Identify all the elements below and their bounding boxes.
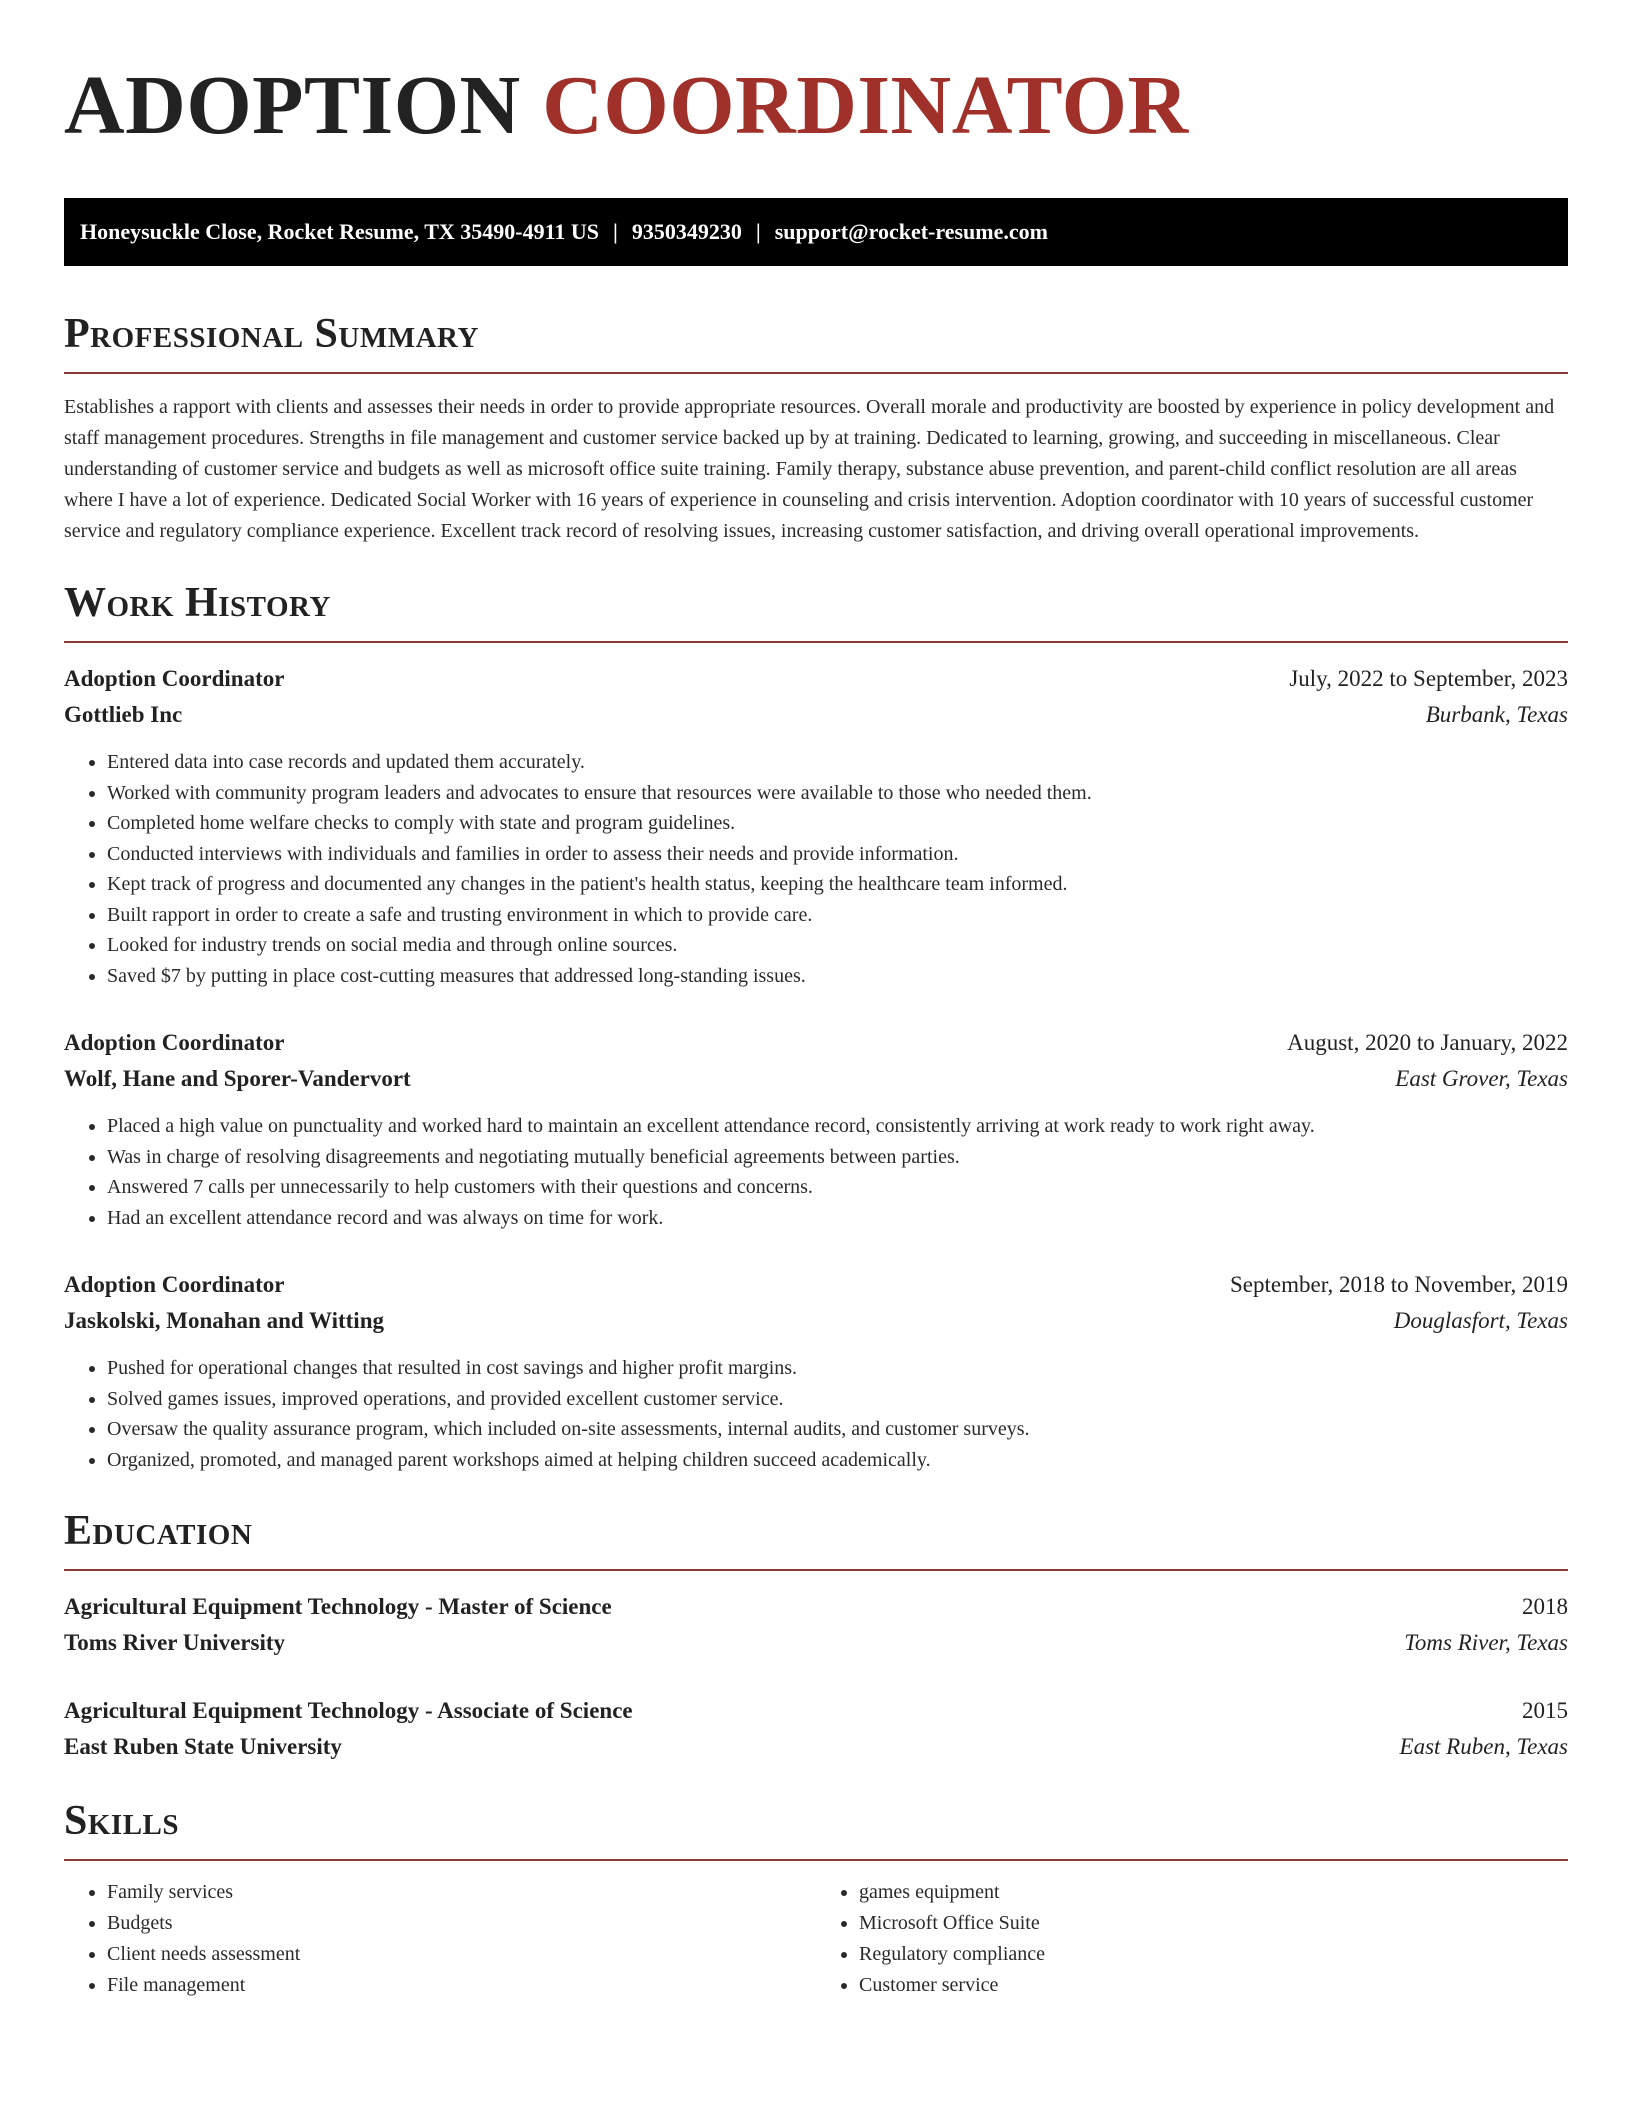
skill-item: • Microsoft Office Suite <box>859 1908 1568 1939</box>
job-bullet: • Solved games issues, improved operations, and provided excellent customer service. <box>107 1384 1568 1415</box>
job-title: Adoption Coordinator <box>64 666 285 691</box>
job-title: Adoption Coordinator <box>64 1272 285 1297</box>
job-bullets <box>64 1111 1568 1233</box>
skill-item: • File management <box>107 1970 816 2001</box>
education-year: 2015 <box>1522 1698 1568 1723</box>
education-section <box>64 1505 1568 1765</box>
work-history-section <box>64 577 1568 1475</box>
education-school-row <box>64 1729 1568 1765</box>
skill-item: • games equipment <box>859 1877 1568 1908</box>
education-school: East Ruben State University <box>64 1734 342 1759</box>
job-bullet: • Completed home welfare checks to comply with state and program guidelines. <box>107 808 1568 839</box>
job-bullet: • Looked for industry trends on social media and through online sources. <box>107 930 1568 961</box>
contact-separator: | <box>755 219 761 244</box>
job-bullet: • Answered 7 calls per unnecessarily to help customers with their questions and concerns. <box>107 1172 1568 1203</box>
job-entry <box>64 661 1568 991</box>
education-school: Toms River University <box>64 1630 286 1655</box>
job-location: Douglasfort, Texas <box>1393 1308 1568 1333</box>
skills-columns <box>64 1877 1568 2001</box>
job-location: Burbank, Texas <box>1425 702 1568 727</box>
education-degree: Agricultural Equipment Technology - Master of Science <box>64 1594 612 1619</box>
job-bullets <box>64 1353 1568 1475</box>
contact-phone[interactable]: 9350349230 <box>631 219 742 244</box>
contact-bar <box>64 198 1568 266</box>
section-divider <box>64 372 1568 374</box>
contact-address: Honeysuckle Close, Rocket Resume, TX 35490-4911 US <box>80 219 600 244</box>
job-header-row <box>64 1025 1568 1061</box>
education-location: Toms River, Texas <box>1404 1630 1568 1655</box>
job-bullet: • Placed a high value on punctuality and worked hard to maintain an excellent attendance record, consistently arriving at work ready to work right away. <box>107 1111 1568 1142</box>
section-divider <box>64 1569 1568 1571</box>
skill-item: • Client needs assessment <box>107 1939 816 1970</box>
job-bullets <box>64 747 1568 991</box>
job-bullet: • Saved $7 by putting in place cost-cutting measures that addressed long-standing issues. <box>107 961 1568 992</box>
resume-title <box>64 0 1568 156</box>
section-divider <box>64 641 1568 643</box>
job-bullet: • Pushed for operational changes that resulted in cost savings and higher profit margins. <box>107 1353 1568 1384</box>
contact-separator: | <box>613 219 618 244</box>
education-entry <box>64 1693 1568 1765</box>
contact-email[interactable]: support@rocket-resume.com <box>774 219 1048 244</box>
skills-heading: Skills <box>64 1798 180 1844</box>
job-company: Jaskolski, Monahan and Witting <box>64 1308 384 1333</box>
job-company-row <box>64 697 1568 733</box>
job-title: Adoption Coordinator <box>64 1030 285 1055</box>
education-degree-row <box>64 1693 1568 1729</box>
skill-item: • Regulatory compliance <box>859 1939 1568 1970</box>
education-location: East Ruben, Texas <box>1399 1734 1568 1759</box>
job-bullet: • Was in charge of resolving disagreements and negotiating mutually beneficial agreements between parties. <box>107 1142 1568 1173</box>
job-entry <box>64 1025 1568 1233</box>
job-company-row <box>64 1303 1568 1339</box>
education-entry <box>64 1589 1568 1661</box>
job-bullet: • Had an excellent attendance record and was always on time for work. <box>107 1203 1568 1234</box>
skills-list-left <box>64 1877 816 2001</box>
title-first-word: ADOPTION <box>64 59 521 152</box>
summary-section <box>64 308 1568 547</box>
job-dates: July, 2022 to September, 2023 <box>1289 666 1568 691</box>
skills-list-right <box>816 1877 1568 2001</box>
job-location: East Grover, Texas <box>1395 1066 1568 1091</box>
education-degree-row <box>64 1589 1568 1625</box>
job-company-row <box>64 1061 1568 1097</box>
section-divider <box>64 1859 1568 1861</box>
skill-item: • Family services <box>107 1877 816 1908</box>
work-history-heading: Work History <box>64 580 331 626</box>
job-dates: August, 2020 to January, 2022 <box>1287 1030 1568 1055</box>
job-entry <box>64 1267 1568 1475</box>
job-bullet: • Organized, promoted, and managed parent workshops aimed at helping children succeed academically. <box>107 1445 1568 1476</box>
job-header-row <box>64 661 1568 697</box>
education-year: 2018 <box>1522 1594 1568 1619</box>
skills-section <box>64 1795 1568 2001</box>
job-bullet: • Worked with community program leaders and advocates to ensure that resources were available to those who needed them. <box>107 778 1568 809</box>
job-bullet: • Oversaw the quality assurance program, which included on-site assessments, internal audits, and customer surveys. <box>107 1414 1568 1445</box>
job-dates: September, 2018 to November, 2019 <box>1230 1272 1568 1297</box>
education-heading: Education <box>64 1508 253 1554</box>
skill-item: • Budgets <box>107 1908 816 1939</box>
title-second-word: COORDINATOR <box>542 59 1189 152</box>
summary-text: Establishes a rapport with clients and assesses their needs in order to provide appropriate resources. Overall morale and productivity are boosted by experience in policy development and staff management procedures. Strengths in file management and customer service backed up by at training. Dedicated to learning, growing, and succeeding in miscellaneous. Clear understanding of customer service and budgets as well as microsoft office suite training. Family therapy, substance abuse prevention, and parent-child conflict resolution are all areas where I have a lot of experience. Dedicated Social Worker with 16 years of experience in counseling and crisis intervention. Adoption coordinator with 10 years of successful customer service and regulatory compliance experience. Excellent track record of resolving issues, increasing customer satisfaction, and driving overall operational improvements. <box>64 396 1555 542</box>
job-bullet: • Kept track of progress and documented any changes in the patient's health status, keeping the healthcare team informed. <box>107 869 1568 900</box>
job-bullet: • Conducted interviews with individuals and families in order to assess their needs and provide information. <box>107 839 1568 870</box>
summary-heading: Professional Summary <box>64 311 479 357</box>
job-company: Gottlieb Inc <box>64 702 183 727</box>
education-school-row <box>64 1625 1568 1661</box>
skill-item: • Customer service <box>859 1970 1568 2001</box>
education-degree: Agricultural Equipment Technology - Associate of Science <box>64 1698 633 1723</box>
job-bullet: • Entered data into case records and updated them accurately. <box>107 747 1568 778</box>
job-company: Wolf, Hane and Sporer-Vandervort <box>64 1066 411 1091</box>
job-header-row <box>64 1267 1568 1303</box>
job-bullet: • Built rapport in order to create a safe and trusting environment in which to provide care. <box>107 900 1568 931</box>
